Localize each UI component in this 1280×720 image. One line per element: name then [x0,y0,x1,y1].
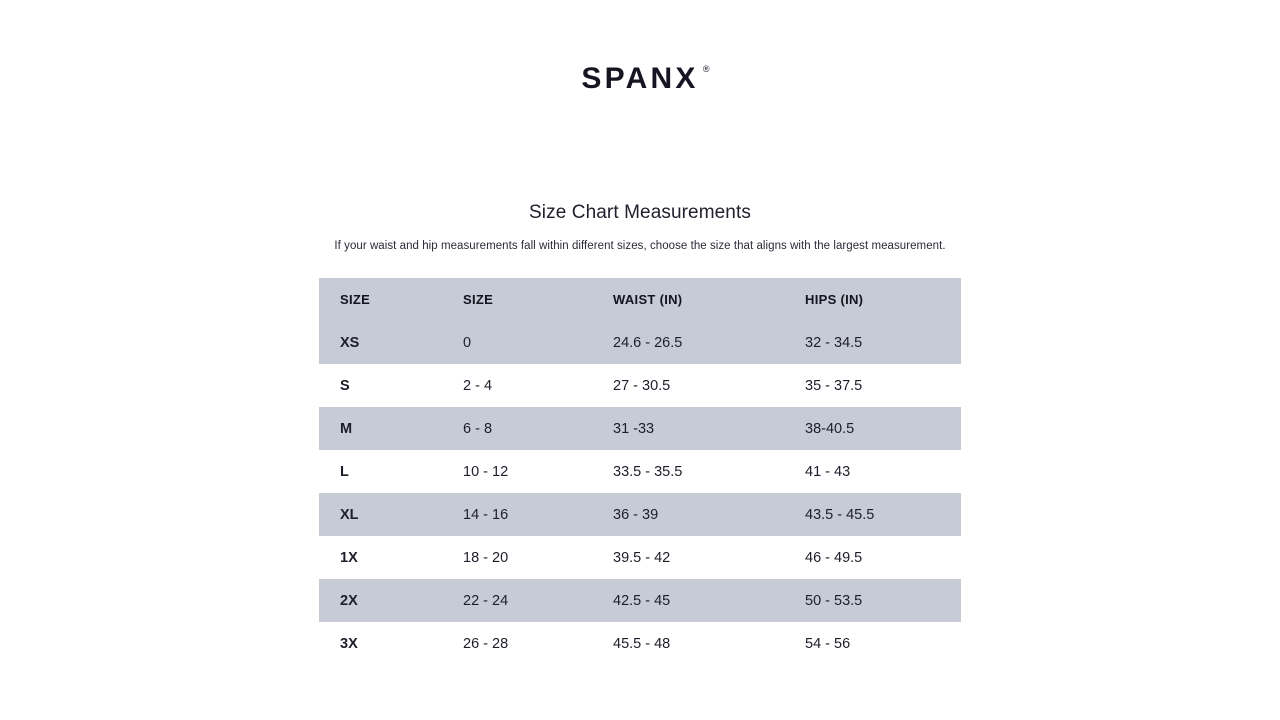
cell-hips: 43.5 - 45.5 [784,493,961,536]
cell-hips: 35 - 37.5 [784,364,961,407]
trademark-symbol: ® [702,64,710,74]
cell-size-letter: 1X [319,536,442,579]
table-header [319,278,961,321]
size-chart-table [319,278,961,665]
cell-hips: 46 - 49.5 [784,536,961,579]
column-header-waist: WAIST (IN) [592,278,784,321]
table-row [319,622,961,665]
cell-waist: 27 - 30.5 [592,364,784,407]
cell-size-letter: XS [319,321,442,364]
cell-waist: 45.5 - 48 [592,622,784,665]
cell-size-letter: 3X [319,622,442,665]
cell-waist: 36 - 39 [592,493,784,536]
table-header-row [319,278,961,321]
cell-waist: 33.5 - 35.5 [592,450,784,493]
table-row [319,407,961,450]
page-title: Size Chart Measurements [529,202,751,223]
brand-name: SPANX [581,62,699,95]
cell-size-numeric: 18 - 20 [442,536,592,579]
table-row [319,493,961,536]
cell-hips: 41 - 43 [784,450,961,493]
table-row [319,321,961,364]
size-table-container [319,278,961,665]
cell-size-letter: L [319,450,442,493]
cell-size-numeric: 6 - 8 [442,407,592,450]
cell-size-letter: 2X [319,579,442,622]
column-header-hips: HIPS (IN) [784,278,961,321]
cell-size-numeric: 2 - 4 [442,364,592,407]
cell-size-letter: S [319,364,442,407]
table-row [319,579,961,622]
cell-size-numeric: 26 - 28 [442,622,592,665]
table-row [319,364,961,407]
cell-waist: 39.5 - 42 [592,536,784,579]
cell-waist: 31 -33 [592,407,784,450]
cell-waist: 42.5 - 45 [592,579,784,622]
cell-size-numeric: 14 - 16 [442,493,592,536]
cell-size-letter: XL [319,493,442,536]
spanx-logo [581,62,710,96]
cell-waist: 24.6 - 26.5 [592,321,784,364]
cell-size-numeric: 0 [442,321,592,364]
cell-size-numeric: 10 - 12 [442,450,592,493]
cell-hips: 32 - 34.5 [784,321,961,364]
cell-hips: 54 - 56 [784,622,961,665]
cell-size-numeric: 22 - 24 [442,579,592,622]
column-header-size-letter: SIZE [319,278,442,321]
table-row [319,536,961,579]
cell-hips: 38-40.5 [784,407,961,450]
cell-size-letter: M [319,407,442,450]
measurement-note: If your waist and hip measurements fall within different sizes, choose the size that aligns with the largest measurement. [334,240,946,252]
table-body [319,321,961,665]
table-row [319,450,961,493]
cell-hips: 50 - 53.5 [784,579,961,622]
column-header-size-numeric: SIZE [442,278,592,321]
brand-header [0,0,1280,96]
